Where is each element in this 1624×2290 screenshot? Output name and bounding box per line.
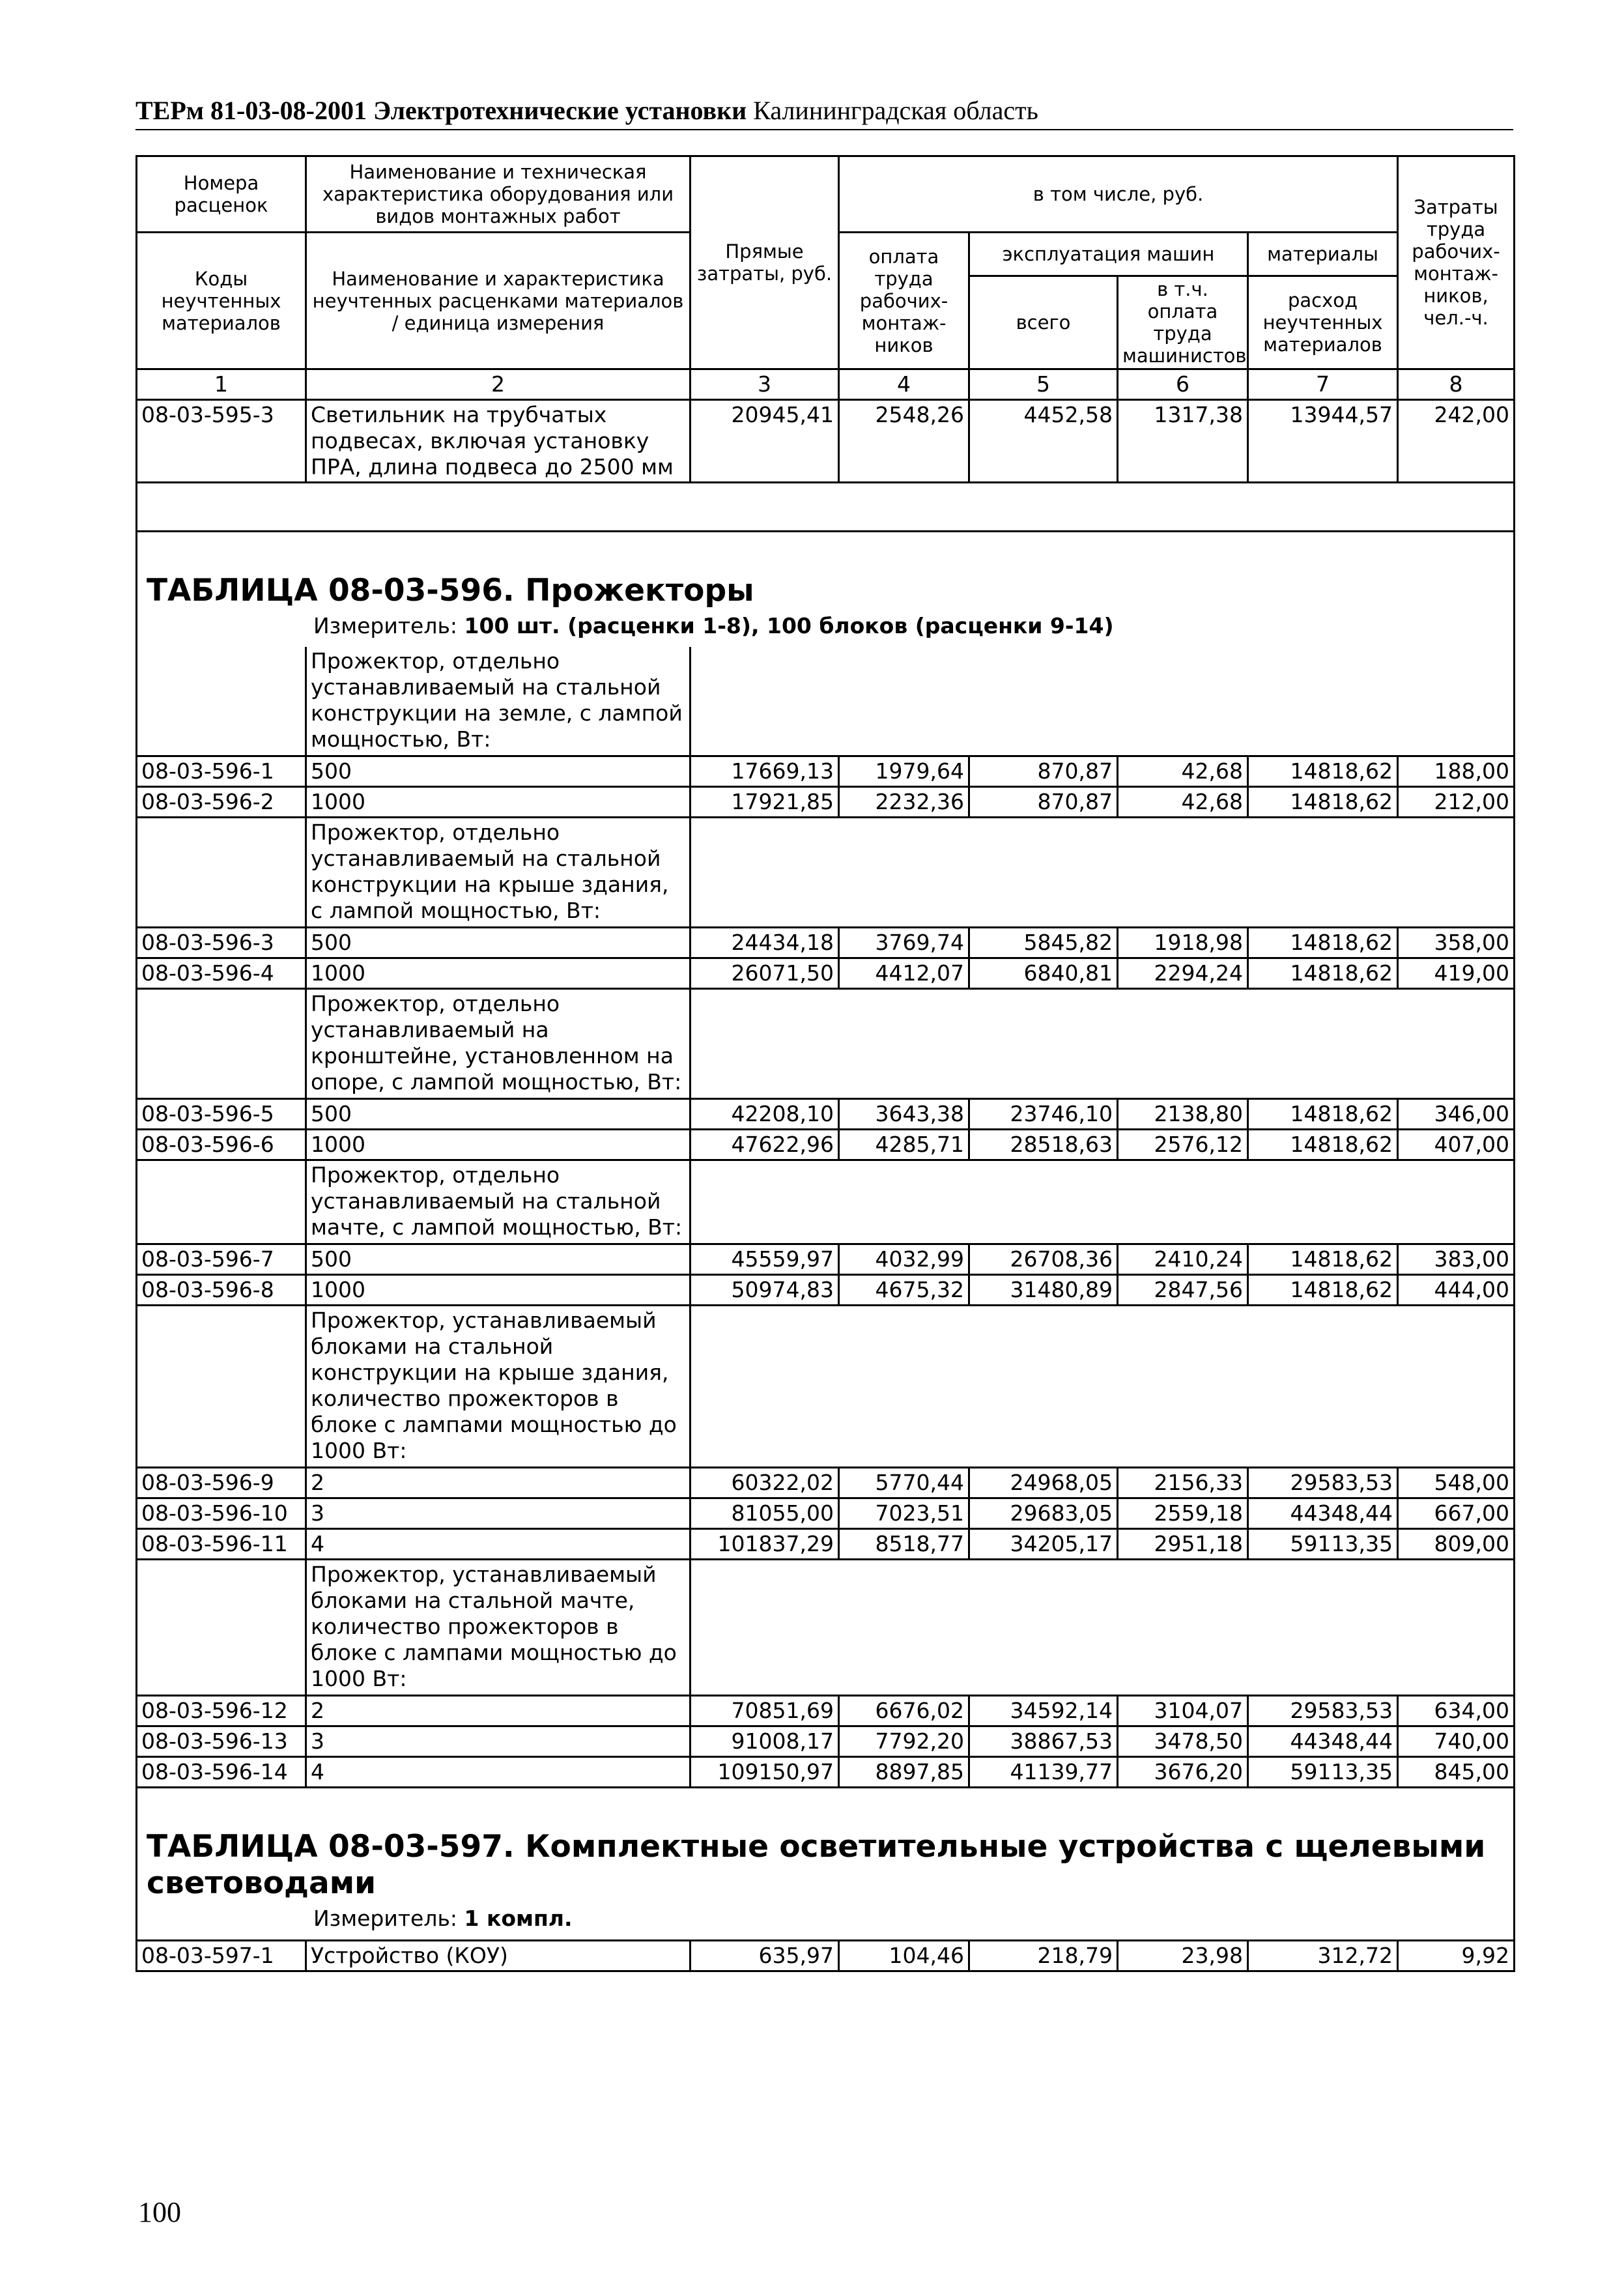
group-description: Прожектор, отдельно устанавливаемый на кронштейне, установленном на опоре, с лампой мощностью, Вт: bbox=[306, 989, 691, 1099]
materials-extra-cell: 44348,44 bbox=[1248, 1726, 1398, 1757]
group-values-empty bbox=[691, 1160, 1515, 1244]
labor-hours-cell: 845,00 bbox=[1398, 1757, 1515, 1788]
rate-code: 08-03-596-9 bbox=[137, 1468, 306, 1498]
materials-extra-cell: 14818,62 bbox=[1248, 1244, 1398, 1275]
labor-hours-cell: 383,00 bbox=[1398, 1244, 1515, 1275]
group-values-empty bbox=[691, 647, 1515, 756]
materials-extra-cell: 29583,53 bbox=[1248, 1696, 1398, 1726]
machines-total-cell: 34592,14 bbox=[969, 1696, 1118, 1726]
table-row bbox=[137, 1130, 1515, 1160]
labor-hours-cell: 740,00 bbox=[1398, 1726, 1515, 1757]
table-row bbox=[137, 1941, 1515, 1971]
direct-cost-cell: 45559,97 bbox=[691, 1244, 839, 1275]
materials-extra-cell: 59113,35 bbox=[1248, 1529, 1398, 1560]
machines-total-cell: 870,87 bbox=[969, 787, 1118, 818]
wages-cell: 2232,36 bbox=[839, 787, 969, 818]
machines-wages-cell: 2156,33 bbox=[1118, 1468, 1248, 1498]
machines-total-cell: 4452,58 bbox=[969, 400, 1118, 483]
rate-name: 2 bbox=[306, 1468, 691, 1498]
table-row bbox=[137, 1529, 1515, 1560]
wages-cell: 8518,77 bbox=[839, 1529, 969, 1560]
rate-code: 08-03-596-8 bbox=[137, 1275, 306, 1306]
header-title: Электротехнические установки bbox=[373, 96, 747, 125]
wages-cell: 6676,02 bbox=[839, 1696, 969, 1726]
group-code-empty bbox=[137, 647, 306, 756]
group-values-empty bbox=[691, 1560, 1515, 1696]
direct-cost-cell: 17669,13 bbox=[691, 756, 839, 787]
machines-total-cell: 29683,05 bbox=[969, 1498, 1118, 1529]
direct-cost-cell: 24434,18 bbox=[691, 928, 839, 958]
wages-cell: 8897,85 bbox=[839, 1757, 969, 1788]
group-values-empty bbox=[691, 818, 1515, 928]
header-region: Калининградская область bbox=[753, 96, 1038, 125]
materials-extra-cell: 14818,62 bbox=[1248, 1275, 1398, 1306]
col-number: 1 bbox=[137, 369, 306, 400]
section-cell bbox=[137, 532, 1515, 648]
section-cell bbox=[137, 1788, 1515, 1941]
rate-code: 08-03-596-11 bbox=[137, 1529, 306, 1560]
labor-hours-cell: 419,00 bbox=[1398, 958, 1515, 989]
col-number: 4 bbox=[839, 369, 969, 400]
rate-name: 500 bbox=[306, 756, 691, 787]
table-row bbox=[137, 1099, 1515, 1130]
direct-cost-cell: 91008,17 bbox=[691, 1726, 839, 1757]
rate-code: 08-03-596-7 bbox=[137, 1244, 306, 1275]
rate-name: 1000 bbox=[306, 787, 691, 818]
wages-cell: 5770,44 bbox=[839, 1468, 969, 1498]
rate-code: 08-03-596-3 bbox=[137, 928, 306, 958]
section-title: ТАБЛИЦА 08-03-597. Комплектные осветительные устройства с щелевыми световодами bbox=[147, 1829, 1486, 1901]
rate-name: 2 bbox=[306, 1696, 691, 1726]
labor-hours-cell: 358,00 bbox=[1398, 928, 1515, 958]
materials-extra-cell: 29583,53 bbox=[1248, 1468, 1398, 1498]
direct-cost-cell: 17921,85 bbox=[691, 787, 839, 818]
labor-hours-cell: 634,00 bbox=[1398, 1696, 1515, 1726]
table-row bbox=[137, 1468, 1515, 1498]
labor-hours-cell: 667,00 bbox=[1398, 1498, 1515, 1529]
col-header-materials: материалы bbox=[1248, 233, 1398, 276]
machines-wages-cell: 2847,56 bbox=[1118, 1275, 1248, 1306]
rate-name: 3 bbox=[306, 1726, 691, 1757]
labor-hours-cell: 809,00 bbox=[1398, 1529, 1515, 1560]
direct-cost-cell: 81055,00 bbox=[691, 1498, 839, 1529]
section-title: ТАБЛИЦА 08-03-596. Прожекторы bbox=[147, 573, 754, 608]
machines-total-cell: 6840,81 bbox=[969, 958, 1118, 989]
spacer-cell bbox=[1398, 483, 1515, 532]
measure-label: Измеритель: bbox=[313, 613, 458, 638]
labor-hours-cell: 346,00 bbox=[1398, 1099, 1515, 1130]
wages-cell: 2548,26 bbox=[839, 400, 969, 483]
col-number: 7 bbox=[1248, 369, 1398, 400]
machines-wages-cell: 42,68 bbox=[1118, 756, 1248, 787]
group-description: Прожектор, отдельно устанавливаемый на стальной мачте, с лампой мощностью, Вт: bbox=[306, 1160, 691, 1244]
spacer-row bbox=[137, 483, 1515, 532]
group-description-row bbox=[137, 989, 1515, 1099]
machines-wages-cell: 3676,20 bbox=[1118, 1757, 1248, 1788]
col-header-including: в том числе, руб. bbox=[839, 156, 1398, 233]
labor-hours-cell: 407,00 bbox=[1398, 1130, 1515, 1160]
wages-cell: 3643,38 bbox=[839, 1099, 969, 1130]
materials-extra-cell: 14818,62 bbox=[1248, 756, 1398, 787]
machines-total-cell: 218,79 bbox=[969, 1941, 1118, 1971]
machines-total-cell: 38867,53 bbox=[969, 1726, 1118, 1757]
col-number: 2 bbox=[306, 369, 691, 400]
machines-wages-cell: 2576,12 bbox=[1118, 1130, 1248, 1160]
rate-name: 4 bbox=[306, 1529, 691, 1560]
machines-wages-cell: 42,68 bbox=[1118, 787, 1248, 818]
wages-cell: 7023,51 bbox=[839, 1498, 969, 1529]
machines-wages-cell: 2138,80 bbox=[1118, 1099, 1248, 1130]
machines-total-cell: 26708,36 bbox=[969, 1244, 1118, 1275]
rate-code: 08-03-597-1 bbox=[137, 1941, 306, 1971]
labor-hours-cell: 188,00 bbox=[1398, 756, 1515, 787]
table-row bbox=[137, 958, 1515, 989]
rate-code: 08-03-596-4 bbox=[137, 958, 306, 989]
rate-code: 08-03-596-10 bbox=[137, 1498, 306, 1529]
machines-total-cell: 24968,05 bbox=[969, 1468, 1118, 1498]
machines-wages-cell: 3104,07 bbox=[1118, 1696, 1248, 1726]
group-code-empty bbox=[137, 818, 306, 928]
wages-cell: 4285,71 bbox=[839, 1130, 969, 1160]
machines-wages-cell: 2410,24 bbox=[1118, 1244, 1248, 1275]
table-row bbox=[137, 1244, 1515, 1275]
materials-extra-cell: 312,72 bbox=[1248, 1941, 1398, 1971]
group-code-empty bbox=[137, 1560, 306, 1696]
labor-hours-cell: 548,00 bbox=[1398, 1468, 1515, 1498]
rate-code: 08-03-596-2 bbox=[137, 787, 306, 818]
wages-cell: 7792,20 bbox=[839, 1726, 969, 1757]
spacer-cell bbox=[137, 483, 1398, 532]
group-description: Прожектор, отдельно устанавливаемый на стальной конструкции на крыше здания, с лампой мощностью, Вт: bbox=[306, 818, 691, 928]
wages-cell: 4412,07 bbox=[839, 958, 969, 989]
col-header-machines-total: всего bbox=[969, 276, 1118, 369]
col-header-wages: оплата труда рабочих-монтаж-ников bbox=[839, 233, 969, 369]
group-description-row bbox=[137, 1160, 1515, 1244]
rate-code: 08-03-596-1 bbox=[137, 756, 306, 787]
section-row bbox=[137, 1788, 1515, 1941]
materials-extra-cell: 14818,62 bbox=[1248, 787, 1398, 818]
measure-value: 100 шт. (расценки 1-8), 100 блоков (расценки 9-14) bbox=[464, 613, 1114, 638]
machines-total-cell: 34205,17 bbox=[969, 1529, 1118, 1560]
machines-total-cell: 23746,10 bbox=[969, 1099, 1118, 1130]
table-row bbox=[137, 1757, 1515, 1788]
rate-name: Светильник на трубчатых подвесах, включая установку ПРА, длина подвеса до 2500 мм bbox=[306, 400, 691, 483]
machines-total-cell: 31480,89 bbox=[969, 1275, 1118, 1306]
group-description-row bbox=[137, 1306, 1515, 1468]
group-description: Прожектор, устанавливаемый блоками на стальной конструкции на крыше здания, количество прожекторов в блоке с лампами мощностью до 1000 Вт: bbox=[306, 1306, 691, 1468]
rate-name: 4 bbox=[306, 1757, 691, 1788]
header-row-1 bbox=[137, 156, 1515, 233]
group-description-row bbox=[137, 1560, 1515, 1696]
machines-total-cell: 41139,77 bbox=[969, 1757, 1118, 1788]
direct-cost-cell: 26071,50 bbox=[691, 958, 839, 989]
group-description: Прожектор, отдельно устанавливаемый на стальной конструкции на земле, с лампой мощностью, Вт: bbox=[306, 647, 691, 756]
machines-wages-cell: 1918,98 bbox=[1118, 928, 1248, 958]
page-number: 100 bbox=[138, 2196, 181, 2228]
col-header-machines: эксплуатация машин bbox=[969, 233, 1248, 276]
section-measure bbox=[313, 613, 1504, 639]
table-row bbox=[137, 1498, 1515, 1529]
group-description: Прожектор, устанавливаемый блоками на стальной мачте, количество прожекторов в блоке с лампами мощностью до 1000 Вт: bbox=[306, 1560, 691, 1696]
group-values-empty bbox=[691, 989, 1515, 1099]
rates-table bbox=[135, 155, 1515, 1972]
direct-cost-cell: 109150,97 bbox=[691, 1757, 839, 1788]
direct-cost-cell: 42208,10 bbox=[691, 1099, 839, 1130]
materials-extra-cell: 14818,62 bbox=[1248, 958, 1398, 989]
column-numbers-row bbox=[137, 369, 1515, 400]
direct-cost-cell: 70851,69 bbox=[691, 1696, 839, 1726]
machines-wages-cell: 1317,38 bbox=[1118, 400, 1248, 483]
table-row bbox=[137, 787, 1515, 818]
wages-cell: 4032,99 bbox=[839, 1244, 969, 1275]
col-number: 6 bbox=[1118, 369, 1248, 400]
labor-hours-cell: 212,00 bbox=[1398, 787, 1515, 818]
table-row bbox=[137, 1275, 1515, 1306]
table-row bbox=[137, 1726, 1515, 1757]
rate-name: 1000 bbox=[306, 958, 691, 989]
machines-total-cell: 5845,82 bbox=[969, 928, 1118, 958]
rates-table-body bbox=[137, 156, 1515, 1971]
materials-extra-cell: 59113,35 bbox=[1248, 1757, 1398, 1788]
wages-cell: 104,46 bbox=[839, 1941, 969, 1971]
col-header-name-bottom: Наименование и характеристика неучтенных расценками материалов / единица измерения bbox=[306, 233, 691, 369]
col-header-name-top: Наименование и техническая характеристика оборудования или видов монтажных работ bbox=[306, 156, 691, 233]
col-header-codes-top: Номера расценок bbox=[137, 156, 306, 233]
rate-name: 3 bbox=[306, 1498, 691, 1529]
labor-hours-cell: 9,92 bbox=[1398, 1941, 1515, 1971]
col-header-codes-bottom: Коды неучтенных материалов bbox=[137, 233, 306, 369]
machines-wages-cell: 2294,24 bbox=[1118, 958, 1248, 989]
col-header-direct: Прямые затраты, руб. bbox=[691, 156, 839, 369]
direct-cost-cell: 20945,41 bbox=[691, 400, 839, 483]
section-row bbox=[137, 532, 1515, 648]
materials-extra-cell: 14818,62 bbox=[1248, 928, 1398, 958]
wages-cell: 3769,74 bbox=[839, 928, 969, 958]
machines-total-cell: 870,87 bbox=[969, 756, 1118, 787]
table-row bbox=[137, 928, 1515, 958]
wages-cell: 4675,32 bbox=[839, 1275, 969, 1306]
col-header-labor: Затраты труда рабочих-монтаж-ников, чел.-ч. bbox=[1398, 156, 1515, 369]
rates-table-wrapper bbox=[135, 155, 1513, 1972]
machines-wages-cell: 2951,18 bbox=[1118, 1529, 1248, 1560]
materials-extra-cell: 13944,57 bbox=[1248, 400, 1398, 483]
labor-hours-cell: 242,00 bbox=[1398, 400, 1515, 483]
machines-wages-cell: 2559,18 bbox=[1118, 1498, 1248, 1529]
materials-extra-cell: 14818,62 bbox=[1248, 1099, 1398, 1130]
rate-code: 08-03-596-5 bbox=[137, 1099, 306, 1130]
rate-name: 1000 bbox=[306, 1275, 691, 1306]
rate-code: 08-03-596-14 bbox=[137, 1757, 306, 1788]
machines-wages-cell: 3478,50 bbox=[1118, 1726, 1248, 1757]
direct-cost-cell: 101837,29 bbox=[691, 1529, 839, 1560]
direct-cost-cell: 635,97 bbox=[691, 1941, 839, 1971]
rate-name: 500 bbox=[306, 928, 691, 958]
table-row bbox=[137, 400, 1515, 483]
rate-code: 08-03-595-3 bbox=[137, 400, 306, 483]
rate-name: 1000 bbox=[306, 1130, 691, 1160]
col-number: 3 bbox=[691, 369, 839, 400]
group-description-row bbox=[137, 818, 1515, 928]
materials-extra-cell: 44348,44 bbox=[1248, 1498, 1398, 1529]
table-row bbox=[137, 756, 1515, 787]
materials-extra-cell: 14818,62 bbox=[1248, 1130, 1398, 1160]
direct-cost-cell: 47622,96 bbox=[691, 1130, 839, 1160]
group-code-empty bbox=[137, 1306, 306, 1468]
col-header-materials-extra: расход неучтенных материалов bbox=[1248, 276, 1398, 369]
col-number: 5 bbox=[969, 369, 1118, 400]
machines-wages-cell: 23,98 bbox=[1118, 1941, 1248, 1971]
rate-code: 08-03-596-6 bbox=[137, 1130, 306, 1160]
measure-label: Измеритель: bbox=[313, 1906, 458, 1931]
machines-total-cell: 28518,63 bbox=[969, 1130, 1118, 1160]
measure-value: 1 компл. bbox=[464, 1906, 573, 1931]
group-code-empty bbox=[137, 989, 306, 1099]
rate-name: 500 bbox=[306, 1244, 691, 1275]
direct-cost-cell: 50974,83 bbox=[691, 1275, 839, 1306]
table-row bbox=[137, 1696, 1515, 1726]
header-code: ТЕРм 81-03-08-2001 bbox=[135, 96, 367, 125]
group-values-empty bbox=[691, 1306, 1515, 1468]
group-code-empty bbox=[137, 1160, 306, 1244]
col-number: 8 bbox=[1398, 369, 1515, 400]
section-measure bbox=[313, 1906, 1504, 1932]
col-header-machines-wages: в т.ч. оплата труда машинистов bbox=[1118, 276, 1248, 369]
rate-name: Устройство (КОУ) bbox=[306, 1941, 691, 1971]
group-description-row bbox=[137, 647, 1515, 756]
labor-hours-cell: 444,00 bbox=[1398, 1275, 1515, 1306]
rate-code: 08-03-596-13 bbox=[137, 1726, 306, 1757]
direct-cost-cell: 60322,02 bbox=[691, 1468, 839, 1498]
wages-cell: 1979,64 bbox=[839, 756, 969, 787]
rate-name: 500 bbox=[306, 1099, 691, 1130]
page-header bbox=[135, 96, 1513, 130]
rate-code: 08-03-596-12 bbox=[137, 1696, 306, 1726]
